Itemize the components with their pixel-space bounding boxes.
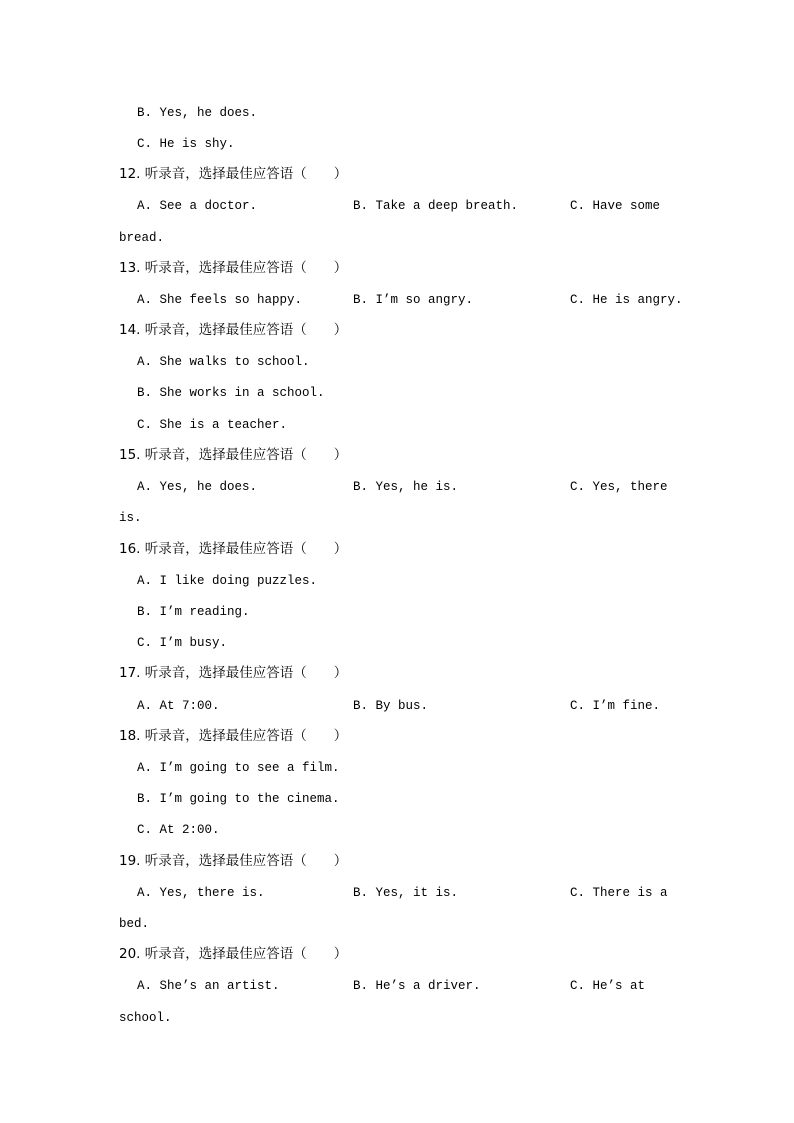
option-c: C. I’m busy.	[137, 636, 228, 650]
option-row	[0, 696, 794, 716]
option-a: A. See a doctor.	[137, 199, 258, 213]
option-a: A. I like doing puzzles.	[137, 574, 318, 588]
option-row	[0, 477, 794, 497]
option-a: A. At 7:00.	[137, 699, 220, 713]
option-a: A. She walks to school.	[137, 355, 310, 369]
option-a: A. She feels so happy.	[137, 293, 303, 307]
option-c: C. She is a teacher.	[137, 418, 288, 432]
option-wrap: is.	[119, 511, 142, 525]
option-c: C. Yes, there	[570, 480, 668, 494]
option-row	[0, 758, 794, 778]
option-b: B. Take a deep breath.	[353, 199, 519, 213]
option-wrap: school.	[119, 1011, 172, 1025]
option-row	[0, 820, 794, 840]
option-a: A. I’m going to see a film.	[137, 761, 340, 775]
option-row	[0, 571, 794, 591]
option-a: A. Yes, he does.	[137, 480, 258, 494]
option-b: B. She works in a school.	[137, 386, 325, 400]
option-a: A. Yes, there is.	[137, 886, 265, 900]
question-stem: 17. 听录音，选择最佳应答语（ ）	[119, 665, 348, 681]
option-c: C. There is a	[570, 886, 668, 900]
option-b: B. I’m going to the cinema.	[137, 792, 340, 806]
option-c: C. He is shy.	[137, 137, 235, 151]
option-row	[0, 103, 794, 123]
option-b: B. Yes, he is.	[353, 480, 459, 494]
question-stem: 20. 听录音，选择最佳应答语（ ）	[119, 946, 348, 962]
option-row	[0, 789, 794, 809]
option-row	[0, 290, 794, 310]
question-stem: 14. 听录音，选择最佳应答语（ ）	[119, 322, 348, 338]
option-wrap: bed.	[119, 917, 150, 931]
option-b: B. He’s a driver.	[353, 979, 481, 993]
option-row	[0, 883, 794, 903]
option-row	[0, 633, 794, 653]
option-row	[0, 383, 794, 403]
option-b: B. By bus.	[353, 699, 429, 713]
option-row	[0, 134, 794, 154]
option-row	[0, 415, 794, 435]
question-stem: 16. 听录音，选择最佳应答语（ ）	[119, 541, 348, 557]
question-stem: 15. 听录音，选择最佳应答语（ ）	[119, 447, 348, 463]
option-b: B. I’m reading.	[137, 605, 250, 619]
option-row	[0, 196, 794, 216]
option-b: B. I’m so angry.	[353, 293, 474, 307]
option-row	[0, 602, 794, 622]
question-stem: 18. 听录音，选择最佳应答语（ ）	[119, 728, 348, 744]
option-c: C. At 2:00.	[137, 823, 220, 837]
option-c: C. He’s at	[570, 979, 646, 993]
option-b: B. Yes, he does.	[137, 106, 258, 120]
option-b: B. Yes, it is.	[353, 886, 459, 900]
option-wrap: bread.	[119, 231, 165, 245]
option-c: C. Have some	[570, 199, 661, 213]
option-c: C. I’m fine.	[570, 699, 661, 713]
question-stem: 19. 听录音，选择最佳应答语（ ）	[119, 853, 348, 869]
option-a: A. She’s an artist.	[137, 979, 280, 993]
option-row	[0, 352, 794, 372]
option-c: C. He is angry.	[570, 293, 683, 307]
question-stem: 12. 听录音，选择最佳应答语（ ）	[119, 166, 348, 182]
option-row	[0, 976, 794, 996]
question-stem: 13. 听录音，选择最佳应答语（ ）	[119, 260, 348, 276]
